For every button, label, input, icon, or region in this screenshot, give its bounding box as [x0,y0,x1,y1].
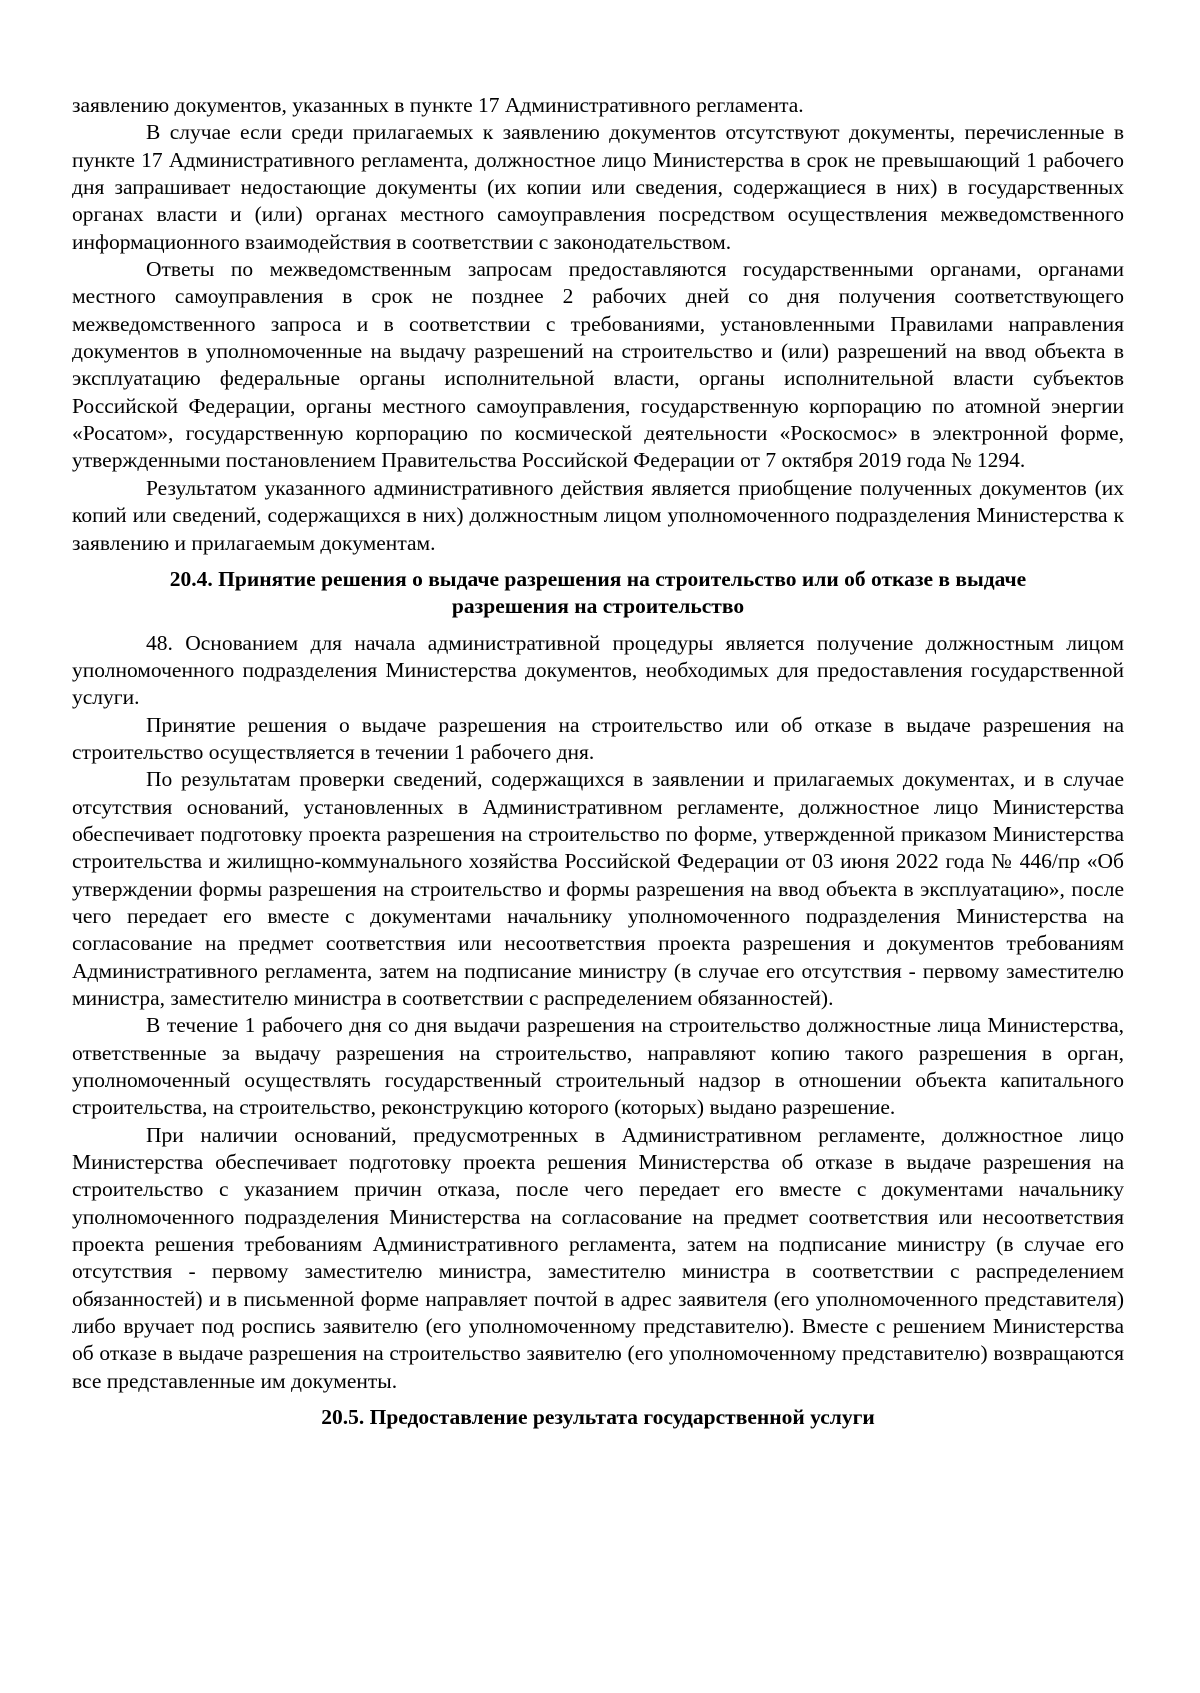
paragraph-missing-documents-request: В случае если среди прилагаемых к заявлению документов отсутствуют документы, перечисленные в пункте 17 Административного регламента, должностное лицо Министерства в срок не превышающий 1 рабочего дня запрашивает недостающие документы (их копии или сведения, содержащиеся в них) в государственных органах власти и (или) органах местного самоуправления посредством осуществления межведомственного информационного взаимодействия в соответствии с законодательством. [72,120,1124,254]
paragraph-48-grounds: 48. Основанием для начала административной процедуры является получение должностным лицом уполномоченного подразделения Министерства документов, необходимых для предоставления государственной услуги. [72,630,1124,710]
paragraph-action-result: Результатом указанного административного действия является приобщение полученных документов (их копий или сведений, содержащихся в них) должностным лицом уполномоченного подразделения Министерства к заявлению и прилагаемым документам. [72,475,1124,555]
document-body [72,92,1124,1441]
section-heading-20-4-line2: разрешения на строительство [451,594,745,619]
section-heading-20-4 [72,566,1124,621]
paragraph-permit-copy-sending: В течение 1 рабочего дня со дня выдачи разрешения на строительство должностные лица Министерства, ответственные за выдачу разрешения на строительство, направляют копию такого разрешения в орган, уполномоченный осуществлять государственный строительный надзор в отношении объекта капитального строительства, на строительство, реконструкцию которого (которых) выдано разрешение. [72,1013,1124,1120]
paragraph-permit-preparation: По результатам проверки сведений, содержащихся в заявлении и прилагаемых документах, и в случае отсутствия оснований, установленных в Административном регламенте, должностное лицо Министерства обеспечивает подготовку проекта разрешения на строительство по форме, утвержденной приказом Министерства строительства и жилищно-коммунального хозяйства Российской Федерации от 03 июня 2022 года № 446/пр «Об утверждении формы разрешения на строительство и формы разрешения на ввод объекта в эксплуатацию», после чего передает его вместе с документами начальнику уполномоченного подразделения Министерства на согласование на предмет соответствия или несоответствия проекта разрешения и документов требованиям Административного регламента, затем на подписание министру (в случае его отсутствия - первому заместителю министра, заместителю министра в соответствии с распределением обязанностей). [72,767,1124,1010]
paragraph-interagency-responses: Ответы по межведомственным запросам предоставляются государственными органами, органами местного самоуправления в срок не позднее 2 рабочих дней со дня получения соответствующего межведомственного запроса и в соответствии с требованиями, установленными Правилами направления документов в уполномоченные на выдачу разрешений на строительство и (или) разрешений на ввод объекта в эксплуатацию федеральные органы исполнительной власти, органы исполнительной власти субъектов Российской Федерации, органы местного самоуправления, государственную корпорацию по атомной энергии «Росатом», государственную корпорацию по космической деятельности «Роскосмос» в электронной форме, утвержденными постановлением Правительства Российской Федерации от 7 октября 2019 года № 1294. [72,257,1124,473]
section-heading-20-5: 20.5. Предоставление результата государственной услуги [321,1405,875,1430]
paragraph-decision-term: Принятие решения о выдаче разрешения на строительство или об отказе в выдаче разрешения на строительство осуществляется в течении 1 рабочего дня. [72,712,1124,764]
paragraph-refusal-procedure: При наличии оснований, предусмотренных в Административном регламенте, должностное лицо Министерства обеспечивает подготовку проекта решения Министерства об отказе в выдаче разрешения на строительство с указанием причин отказа, после чего передает его вместе с документами начальнику уполномоченного подразделения Министерства на согласование на предмет соответствия или несоответствия проекта решения требованиям Административного регламента, затем на подписание министру (в случае его отсутствия - первому заместителю министра, заместителю министра в соответствии с распределением обязанностей) и в письменной форме направляет почтой в адрес заявителя (его уполномоченного представителя) либо вручает под роспись заявителю (его уполномоченному представителю). Вместе с решением Министерства об отказе в выдаче разрешения на строительство заявителю (его уполномоченному представителю) возвращаются все представленные им документы. [72,1122,1124,1393]
paragraph-continuation: заявлению документов, указанных в пункте 17 Административного регламента. [72,93,804,117]
section-heading-20-4-line1: 20.4. Принятие решения о выдаче разрешения на строительство или об отказе в выдаче [169,566,1027,591]
